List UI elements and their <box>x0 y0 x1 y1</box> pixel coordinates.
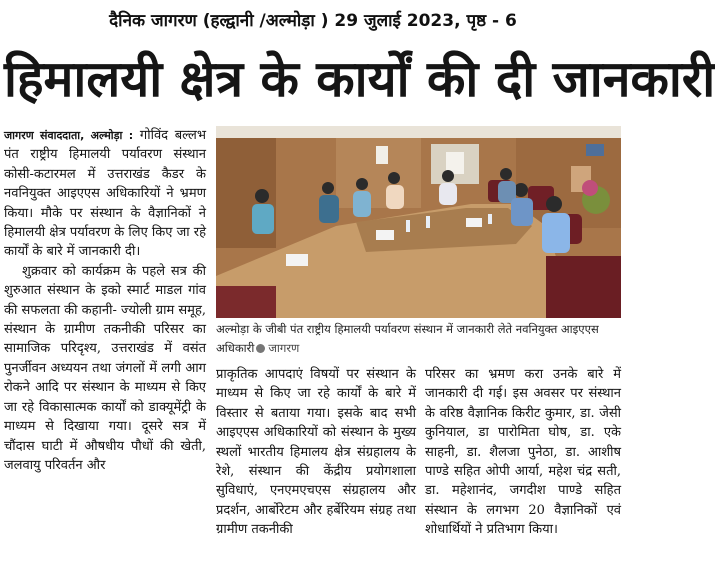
news-photo <box>216 126 621 318</box>
article-column-3 <box>425 365 621 565</box>
paragraph-col3: परिसर का भ्रमण करा उनके बारे में जानकारी दी गई। इस अवसर पर संस्थान के वरिष्ठ वैज्ञानिक किरीट कुमार, डा. जेसी कुनियाल, डा पारोमिता घोष, डा. एके साहनी, डा. शैलजा पुनेठा, डा. आशीष पाण्डे सहित ओपी आर्या, महेश चंद्र सती, डा. महेशानंद, जगदीश पाण्डे सहित संस्थान के लगभग 20 वैज्ञानिकों एवं शोधार्थियों ने प्रतिभाग किया। <box>425 367 621 538</box>
masthead: दैनिक जागरण (हल्द्वानी /अल्मोड़ा ) 29 जुलाई 2023, पृष्ठ - 6 <box>109 11 517 31</box>
caption-text: अल्मोड़ा के जीबी पंत राष्ट्रीय हिमालयी पर्यावरण संस्थान में जानकारी लेते नवनियुक्त आइएएस अधिकारी <box>216 322 599 355</box>
article-column-2 <box>216 365 416 565</box>
credit-dot-icon <box>256 344 265 353</box>
paragraph-second: शुक्रवार को कार्यक्रम के पहले सत्र की शुरुआत संस्थान के इको स्मार्ट माडल गांव की सफलता की कहानी- ज्योली ग्राम समूह, संस्थान के ग्रामीण तकनीकी परिसर का सामाजिक परिदृश्य, उत्तराखंड में वसंत पुनर्जीवन अध्ययन तथा जंगलों में लगी आग रोकने आदि पर संस्थान के माध्यम से किए जा रहे विकासात्मक कार्यों को डाक्यूमेंट्री के माध्यम से दिखाया गया। दूसरे सत्र में चौंदास घाटी में औषधीय पौधों की खेती, जलवायु परिवर्तन और <box>4 263 206 473</box>
meeting-room-photo <box>216 126 621 318</box>
photo-caption <box>216 320 621 360</box>
headline: हिमालयी क्षेत्र के कार्यों की दी जानकारी <box>4 50 715 108</box>
photo-credit: जागरण <box>268 341 300 355</box>
paragraph-col2: प्राकृतिक आपदाएं विषयों पर संस्थान के माध्यम से किए जा रहे कार्यों के बारे में विस्तार से बताया गया। इसके बाद सभी आइएएस अधिकारियों को संस्थान के मुख्य स्थलों भारतीय हिमालय क्षेत्र संग्रहालय के रेशे, संस्थान की केंद्रीय प्रयोगशाला सुविधाएं, एनएमएचएस संग्रहालय और प्रदर्शन, आर्बोरेटम और हर्बेरियम संग्रह तथा ग्रामीण तकनीकी <box>216 367 416 538</box>
dateline: जागरण संवाददाता, अल्मोड़ा : <box>4 129 134 142</box>
paragraph-intro <box>4 126 206 262</box>
article-column-1 <box>4 126 206 566</box>
paragraph-intro-text: गोविंद बल्लभ पंत राष्ट्रीय हिमालयी पर्यावरण संस्थान कोसी-कटारमल में उत्तराखंड कैडर के नवनियुक्त आइएएस अधिकारियों ने भ्रमण किया। मौके पर संस्थान के वैज्ञानिकों ने हिमालयी क्षेत्र पर्यावरण के लिए किए जा रहे कार्यों के बारे में जानकारी दी। <box>4 128 207 260</box>
